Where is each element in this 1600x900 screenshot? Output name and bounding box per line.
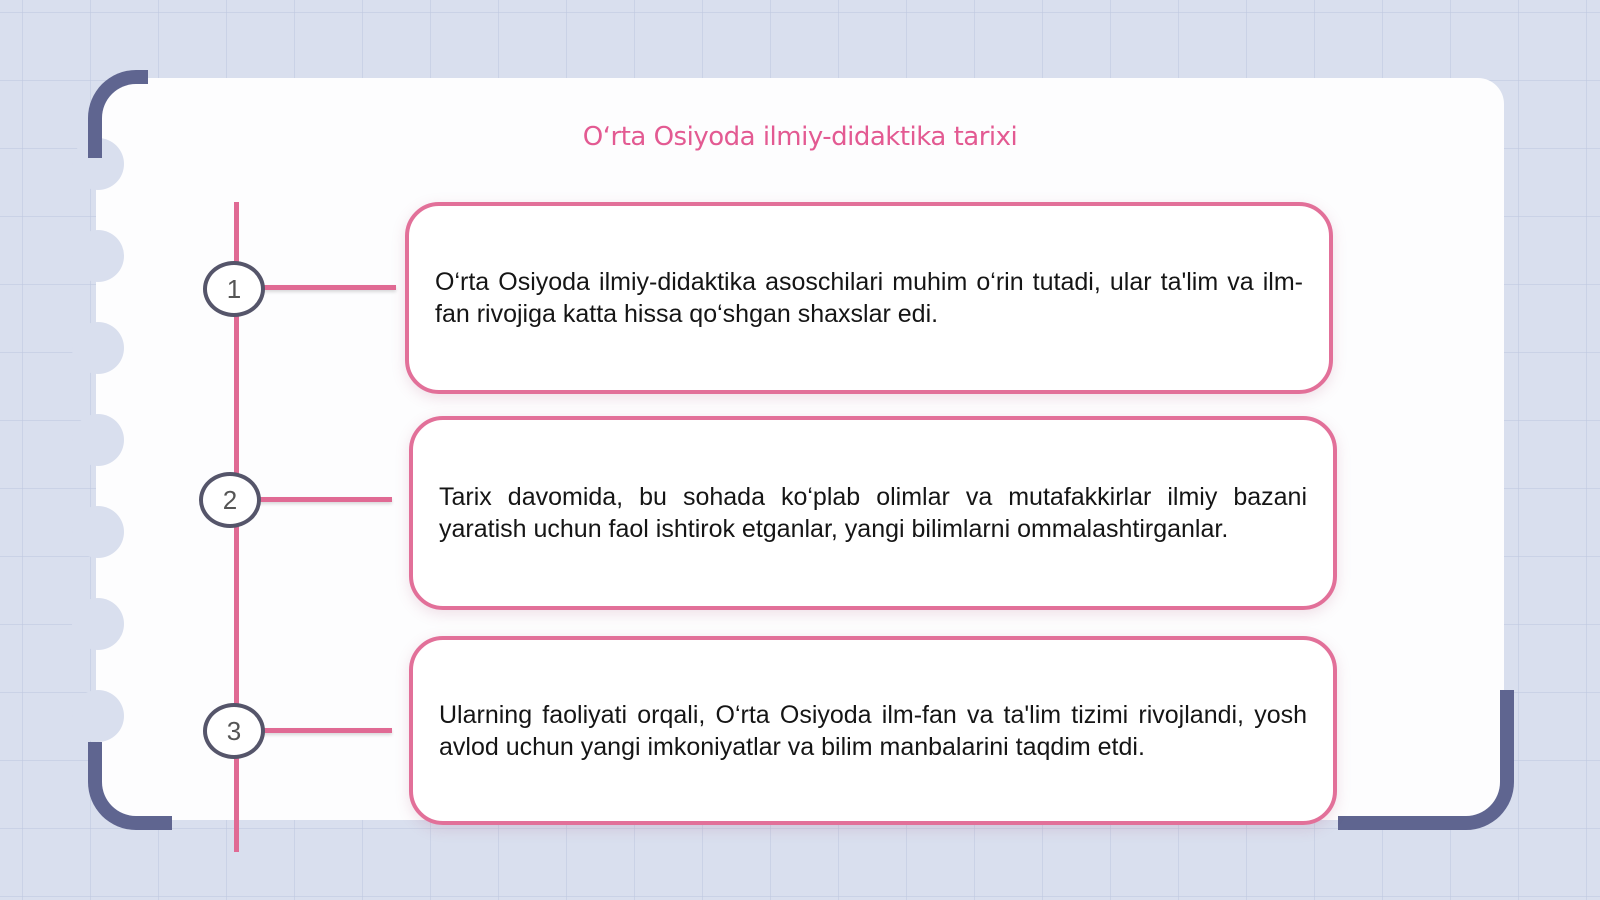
step-number-badge: 2 — [199, 472, 261, 528]
step-number-badge: 1 — [203, 261, 265, 317]
paper-hole — [72, 322, 124, 374]
paper-hole — [72, 414, 124, 466]
slide-title: Oʻrta Osiyoda ilmiy-didaktika tarixi — [582, 122, 1018, 152]
card-text: Ularning faoliyati orqali, O‘rta Osiyoda ilm-fan va ta'lim tizimi rivojlandi, yosh avlod uchun yangi imkoniyatlar va bilim manbalarini taqdim etdi. — [439, 700, 1307, 761]
paper-hole — [72, 506, 124, 558]
paper-hole — [72, 690, 124, 742]
timeline-card — [409, 416, 1337, 610]
frame-corner-bottom-right — [1338, 690, 1514, 830]
timeline-card — [405, 202, 1333, 394]
frame-corner-bottom-left — [88, 742, 172, 830]
card-text: O‘rta Osiyoda ilmiy-didaktika asoschilari muhim o‘rin tutadi, ular ta'lim va ilm-fan rivojiga katta hissa qo‘shgan shaxslar edi. — [435, 268, 1303, 328]
card-text: Tarix davomida, bu sohada ko‘plab olimlar va mutafakkirlar ilmiy bazani yaratish uchun faol ishtirok etganlar, yangi bilimlarni ommalashtirganlar. — [439, 483, 1307, 543]
timeline-connector — [262, 728, 392, 733]
paper-hole — [72, 230, 124, 282]
timeline-connector — [262, 285, 396, 290]
paper-hole — [72, 598, 124, 650]
timeline-card — [409, 636, 1337, 825]
timeline-connector — [258, 497, 392, 502]
step-number-badge: 3 — [203, 703, 265, 759]
